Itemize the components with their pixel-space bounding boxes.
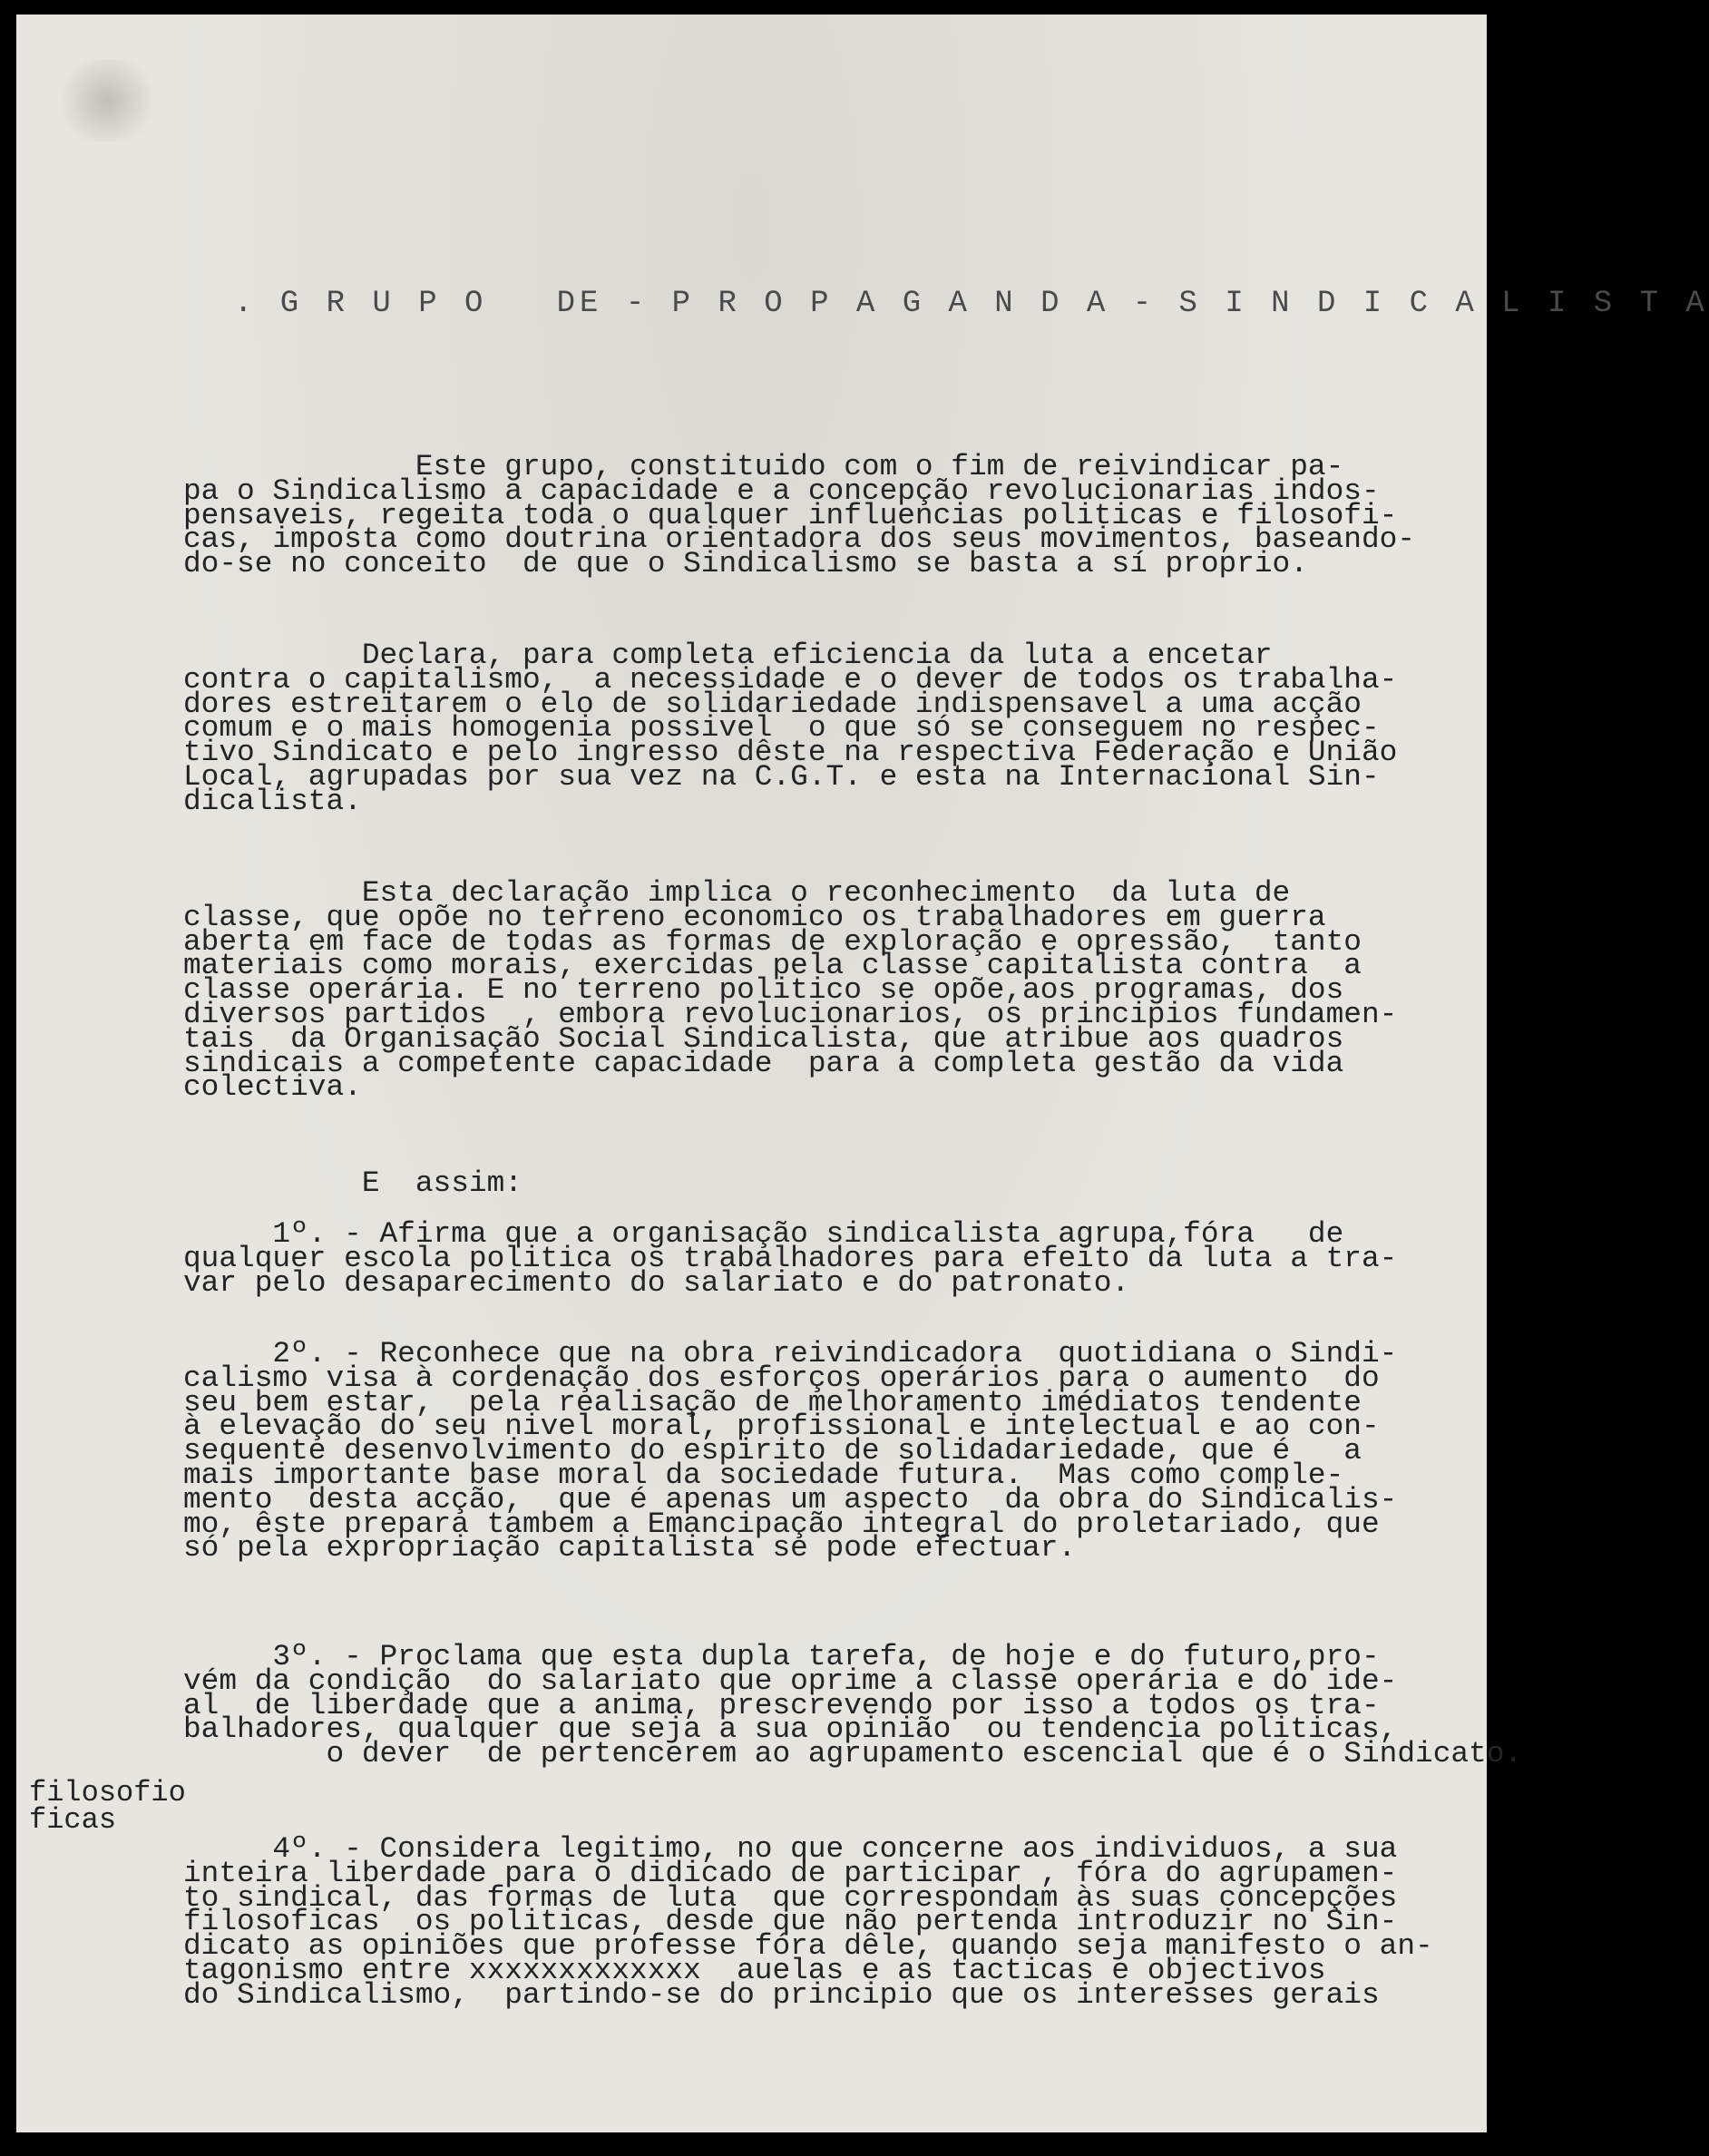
paragraph-declara: Declara, para completa eficiencia da luta a encetar contra o capitalismo, a necessidade e o dever de todos os trabalha- dores estreitarem o elo de solidariedade indispensavel a uma acção comum e o mais homogenia possivel o que só se conseguem no respec- tivo Sindicato e pelo ingresso dêste na respectiva Federação e União Local, agrupadas por sua vez na C.G.T. e esta na Internacional Sin- dicalista. <box>183 639 1398 818</box>
margin-note: filosofio ficas <box>29 1776 186 1837</box>
document-title: . G R U P O DE - P R O P A G A N D A - S I N D I C A L I S T A <box>234 287 1709 321</box>
document-page <box>16 15 1709 2132</box>
paragraph-intro: Este grupo, constituido com o fim de reivindicar pa- pa o Sindicalismo a capacidade e a concepção revolucionarias indos- pensaveis, regeita toda o qualquer influencias politicas e filosofi- cas, imposta como doutrina orientadora dos seus movimentos, baseando- do-se no conceito de que o Sindicalismo se basta a sí proprio. <box>183 450 1416 581</box>
paragraph-item-2: 2º. - Reconhece que na obra reivindicadora quotidiana o Sindi- calismo visa à cordenação dos esforços operários para o aumento do seu bem estar, pela realisação de melhoramento imédiatos tendente à elevação do seu nivel moral, profissional e intelectual e ao con- sequente desenvolvimento do espirito de solidadariedade, que é a mais importante base moral da sociedade futura. Mas como comple- mento desta acção, que é apenas um aspecto da obra do Sindicalis- mo, êste prepara tambem a Emancipação integral do proletariado, que só pela expropriação capitalista se pode efectuar. <box>183 1337 1398 1566</box>
paragraph-item-1: 1º. - Afirma que a organisação sindicalista agrupa,fóra de qualquer escola politica os trabalhadores para efeito da luta a tra- var pelo desaparecimento do salariato e do patronato. <box>183 1217 1398 1300</box>
paragraph-e-assim: E assim: <box>183 1166 522 1200</box>
paragraph-item-4: 4º. - Considera legitimo, no que concerne aos individuos, a sua inteira liberdade para o didicado de participar , fóra do agrupamen- to sindical, das formas de luta que correspondam às suas concepções filosoficas os politicas, desde que não pertenda introduzir no Sin- dicato as opiniões que professe fóra dêle, quando seja manifesto o an- tagonismo entre xxxxxxxxxxxxx auelas e as tacticas e objectivos do Sindicalismo, partindo-se do principio que os interesses gerais <box>183 1832 1433 2012</box>
ink-smudge <box>53 60 161 141</box>
paragraph-declaracao: Esta declaração implica o reconhecimento da luta de classe, que opõe no terreno economico os trabalhadores em guerra aberta em face de todas as formas de exploração e opressão, tanto materiais como morais, exercidas pela classe capitalista contra a classe operária. E no terreno politico se opõe,aos programas, dos diversos partidos , embora revolucionarios, os principios fundamen- tais da Organisação Social Sindicalista, que atribue aos quadros sindicais a competente capacidade para a completa gestão da vida colectiva. <box>183 876 1398 1105</box>
paragraph-item-3: 3º. - Proclama que esta dupla tarefa, de hoje e do futuro,pro- vém da condição do salariato que oprime a classe operária e do ide- al de liberdade que a anima, prescrevendo por isso a todos os tra- balhadores, qualquer que seja a sua opinião ou tendencia politicas, o dever de pertencerem ao agrupamento escencial que é o Sindicato. <box>183 1640 1523 1771</box>
